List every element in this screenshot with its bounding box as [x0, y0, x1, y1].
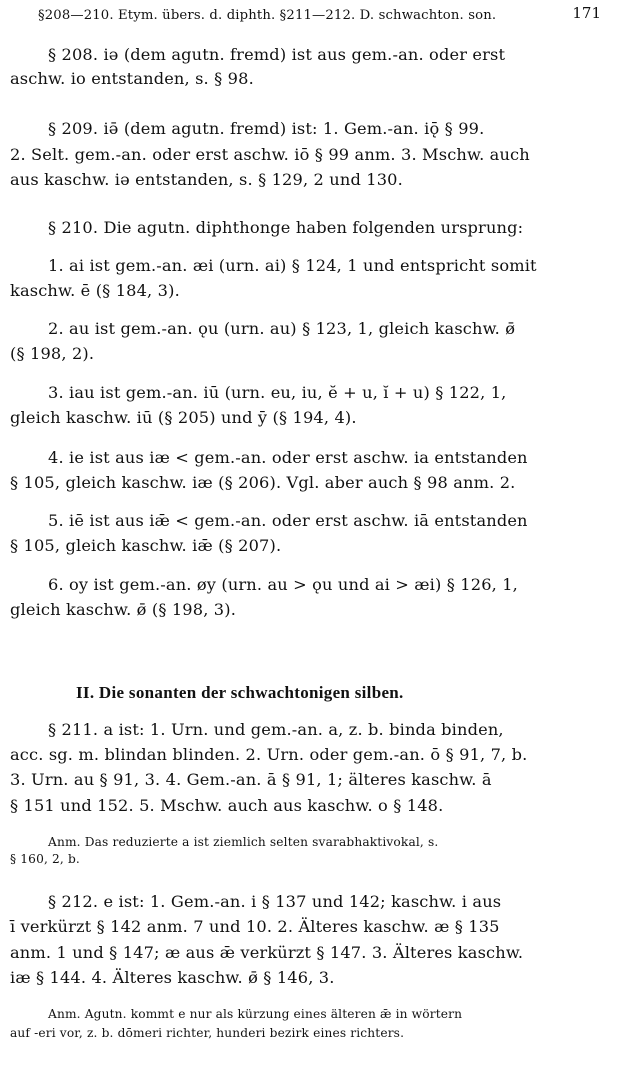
item-2-line-2: (§ 198, 2).	[10, 344, 95, 363]
item-1-line-1: 1. ai ist gem.-an. æi (urn. ai) § 124, 1 und entspricht somit	[48, 256, 537, 275]
item-5-line-1: 5. iē ist aus iǣ < gem.-an. oder erst aschw. iā entstanden	[48, 511, 528, 530]
section-212-line-1: § 212. e ist: 1. Gem.-an. i § 137 und 142; kaschw. i aus	[48, 892, 502, 911]
section-209-line-1: § 209. iə̄ (dem agutn. fremd) ist: 1. Gem.-an. iǭ § 99.	[48, 119, 485, 138]
section-212-note-line-1: Anm. Agutn. kommt e nur als kürzung eines älteren ǣ in wörtern	[48, 1007, 463, 1021]
section-211-note-line-2: § 160, 2, b.	[10, 852, 80, 866]
item-6-line-2: gleich kaschw. ø̄ (§ 198, 3).	[10, 600, 237, 619]
section-211-line-1: § 211. a ist: 1. Urn. und gem.-an. a, z. b. binda binden,	[48, 720, 504, 739]
section-212-line-3: anm. 1 und § 147; æ aus ǣ verkürzt § 147. 3. Älteres kaschw.	[10, 943, 524, 962]
section-208-line-2: aschw. io entstanden, s. § 98.	[10, 69, 254, 88]
section-210-heading-line: § 210. Die agutn. diphthonge haben folgenden ursprung:	[48, 218, 524, 237]
section-heading-ii: II. Die sonanten der schwachtonigen silben.	[76, 683, 404, 702]
item-1-line-2: kaschw. ē (§ 184, 3).	[10, 281, 180, 300]
section-211-line-3: 3. Urn. au § 91, 3. 4. Gem.-an. ā § 91, 1; älteres kaschw. ā	[10, 770, 492, 789]
section-211-line-4: § 151 und 152. 5. Mschw. auch aus kaschw. o § 148.	[10, 796, 444, 815]
section-211-line-2: acc. sg. m. blindan blinden. 2. Urn. oder gem.-an. ō § 91, 7, b.	[10, 745, 528, 764]
section-209-line-2: 2. Selt. gem.-an. oder erst aschw. iō § 99 anm. 3. Mschw. auch	[10, 145, 530, 164]
item-5-line-2: § 105, gleich kaschw. iǣ (§ 207).	[10, 536, 282, 555]
section-209-line-3: aus kaschw. iə entstanden, s. § 129, 2 und 130.	[10, 170, 403, 189]
page-number: 171	[572, 4, 601, 22]
item-4-line-2: § 105, gleich kaschw. iæ (§ 206). Vgl. aber auch § 98 anm. 2.	[10, 473, 516, 492]
section-208-line-1: § 208. iə (dem agutn. fremd) ist aus gem.-an. oder erst	[48, 45, 506, 64]
item-2-line-1: 2. au ist gem.-an. ǫu (urn. au) § 123, 1, gleich kaschw. ø̄	[48, 319, 516, 338]
item-3-line-2: gleich kaschw. iū (§ 205) und ȳ (§ 194, 4).	[10, 408, 357, 427]
running-header: §208—210. Etym. übers. d. diphth. §211—212. D. schwachton. son.	[38, 8, 497, 23]
item-3-line-1: 3. iau ist gem.-an. iū (urn. eu, iu, ĕ + u, ĭ + u) § 122, 1,	[48, 383, 507, 402]
section-212-line-2: ī verkürzt § 142 anm. 7 und 10. 2. Älteres kaschw. æ § 135	[10, 917, 500, 936]
item-6-line-1: 6. oy ist gem.-an. øy (urn. au > ǫu und ai > æi) § 126, 1,	[48, 575, 518, 594]
section-212-note-line-2: auf -eri vor, z. b. dōmeri richter, hunderi bezirk eines richters.	[10, 1026, 405, 1040]
section-211-note-line-1: Anm. Das reduzierte a ist ziemlich selten svarabhaktivokal, s.	[48, 835, 439, 849]
item-4-line-1: 4. ie ist aus iæ < gem.-an. oder erst aschw. ia entstanden	[48, 448, 528, 467]
section-212-line-4: iæ § 144. 4. Älteres kaschw. ø̄ § 146, 3.	[10, 968, 335, 987]
